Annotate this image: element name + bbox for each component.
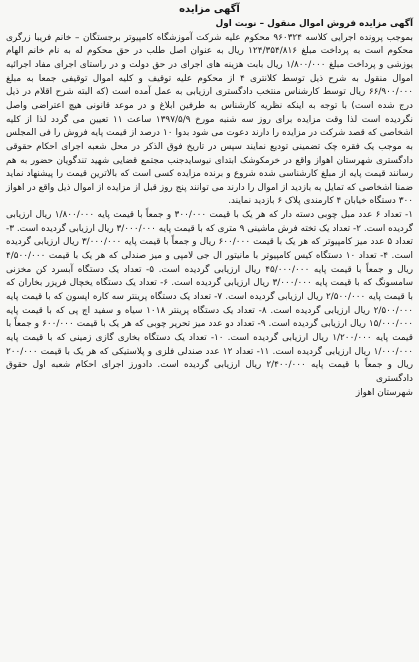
notice-title: آگهی مزایده [179,4,240,15]
notice-subtitle: آگهی مزایده فروش اموال منقول – نوبت اول [215,19,413,29]
notice-items: ۱- تعداد ۶ عدد مبل چوبی دسته دار که هر یک با قیمت ۳۰۰/۰۰۰ و جمعاً با قیمت پایه ۱/۸۰۰/۰۰۰ ریال ارزیابی گردیده است. ۲- تعداد یک تخته فرش ماشینی ۹ متری که با قیمت پایه ۳/۰۰۰/۰۰۰ ریال ارزیابی گردیده است. ۳- تعداد ۵ عدد میز کامپیوتر که هر یک با قیمت ۶۰۰/۰۰۰ ریال و جمعاً با قیمت پایه ۳/۰۰۰/۰۰۰ ریال ارزیابی گردیده است. ۴- تعداد ۱۰ دستگاه کیس کامپیوتر با مانیتور ال جی لامپی و میز صندلی که هر یک با قیمت ۴/۵۰۰/۰۰۰ ریال و جمعاً با قیمت پایه ۴۵/۰۰۰/۰۰۰ ریال ارزیابی گردیده است. ۵- تعداد یک دستگاه آبسرد کن مخزنی سامسونگ که با قیمت پایه ۳/۰۰۰/۰۰۰ ریال ارزیابی گردیده است. ۶- تعداد یک دستگاه یخچال فریزر بخاران که با قیمت پایه ۲/۵۰۰/۰۰۰ ریال ارزیابی گردیده است. ۷- تعداد یک دستگاه پرینتر سه کاره اپسون که با قیمت پایه ۲/۵۰۰/۰۰۰ ریال ارزیابی گردیده است. ۸- تعداد یک دستگاه پرینتر ۱۰۱۸ سیاه و سفید اچ پی که با قیمت پایه ۱۵/۰۰۰/۰۰۰ ریال ارزیابی گردیده است. ۹- تعداد دو عدد میز تحریر چوبی که هر یک با قیمت ۶۰۰/۰۰۰ و جمعاً با قیمت پایه ۱/۲۰۰/۰۰۰ ریال ارزیابی گردیده است. ۱۰- تعداد یک دستگاه بخاری گازی زمینی که با قیمت پایه ۱/۰۰۰/۰۰۰ ریال ارزیابی گردیده است. ۱۱- تعداد ۱۲ عدد صندلی فلزی و پلاستیکی که هر یک با قیمت ۲۰۰/۰۰۰ ریال و جمعاً با قیمت پایه ۲/۴۰۰/۰۰۰ ریال ارزیابی گردیده است. دادورز اجرای احکام شعبه اول حقوق دادگستری [6,210,414,384]
notice-body: بموجب پرونده اجرایی کلاسه ۹۶۰۳۲۴ محکوم علیه شرکت آموزشگاه کامپیوتر برجستگان – خانم فریبا زرگری محکوم است به پرداخت مبلغ ۱۲۴/۳۵۴/۸۱۶ ریال به عنوان اصل طلب در حق محکوم له به نام خانم الهام یوزشی و پرداخت مبلغ ۱/۸۰۰/۰۰۰ ریال بابت هزینه های اجرای در حق دولت و در راستای اجرای مفاد اجرائیه اموال منقول به شرح ذیل توسط کلانتری ۴ از محکوم علیه توقیف و کلیه اموال توقیفی جمعا به مبلغ ۶۶/۹۰۰/۰۰۰ ریال توسط کارشناس منتخب دادگستری ارزیابی به عمل آمده است (که البته شرح اقلام در ذیل درج شده است) با توجه به اینکه نظریه کارشناس به طرفین ابلاغ و در موعد قانونی هیچ اعتراضی واصل نگردیده است لذا وقت مزایده برای روز سه شنبه مورخ ۱۳۹۷/۵/۹ ساعت ۱۱ تعیین می گردد لذا از کلیه اشخاصی که قصد شرکت در مزایده را دارند دعوت می شود بدوا ۱۰ درصد از قیمت پایه فروش را فی المجلس به موجب یک فقره چک تضمینی تودیع نمایند سپس در تاریخ فوق الذکر در محل شعبه اجرای احکام حقوقی دادگستری شهرستان اهواز واقع در خرمکوشک ابتدای نیوسایدجنب مجتمع قضایی شهید تندگویان حضور به هم رسانند قیمت پایه از مبلغ کارشناسی شده شروع و برنده مزایده کسی است که بالاترین قیمت را پیشنهاد نماید ضمنا اشخاصی که تمایل به بازدید از اموال را دارند می توانند پنج روز قبل از مزایده از اموال ذیل واقع در اهواز ۳۰۰ دستگاه خیابان ۴ کارمندی پلاک ۶ بازدید نمایند. [6,32,414,207]
notice-signature: شهرستان اهواز [355,387,413,398]
